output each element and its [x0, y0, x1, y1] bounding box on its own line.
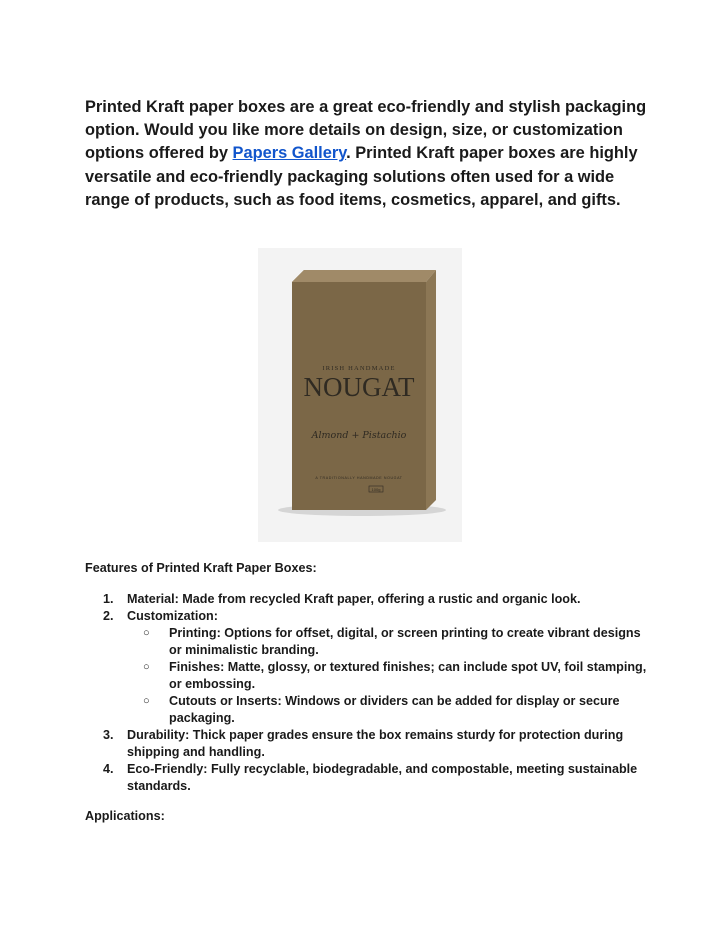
- customization-sub-list: [127, 625, 655, 727]
- list-number: 2.: [103, 609, 114, 623]
- sub-item-printing: [127, 625, 655, 659]
- feature-text: Material: Made from recycled Kraft paper, offering a rustic and organic look.: [127, 592, 581, 606]
- box-brand-text: NOUGAT: [303, 372, 415, 402]
- box-top-face: [292, 270, 436, 282]
- intro-text-start: Printed Kraft paper boxes are a great eco-friendly and stylish packaging option. Would you like more details on design, size, or customization options offered by: [85, 98, 647, 163]
- papers-gallery-link[interactable]: Papers Gallery: [232, 144, 347, 163]
- feature-text: Eco-Friendly: Fully recyclable, biodegradable, and compostable, meeting sustainable standards.: [127, 762, 638, 793]
- kraft-box-illustration: [258, 248, 462, 542]
- circle-bullet-icon: ○: [143, 627, 150, 639]
- circle-bullet-icon: ○: [143, 695, 150, 707]
- list-number: 4.: [103, 762, 114, 776]
- box-right-face: [426, 270, 436, 510]
- feature-text: Customization:: [127, 609, 218, 623]
- list-number: 1.: [103, 592, 114, 606]
- feature-text: Durability: Thick paper grades ensure the box remains sturdy for protection during shipping and handling.: [127, 728, 624, 759]
- feature-item-material: [85, 591, 655, 608]
- features-heading: Features of Printed Kraft Paper Boxes:: [85, 561, 317, 575]
- list-number: 3.: [103, 728, 114, 742]
- feature-item-customization: [85, 608, 655, 727]
- intro-text-end: . Printed Kraft paper boxes are highly versatile and eco-friendly packaging solutions often used for a wide range of products, such as food items, cosmetics, apparel, and gifts.: [85, 144, 638, 209]
- feature-item-durability: [85, 727, 655, 761]
- circle-bullet-icon: ○: [143, 661, 150, 673]
- box-text-top: IRISH HANDMADE: [322, 365, 396, 372]
- box-weight-text: 100g: [371, 486, 381, 492]
- applications-heading: Applications:: [85, 809, 165, 823]
- feature-list: [85, 591, 655, 795]
- product-image-kraft-box: [258, 248, 462, 542]
- box-flavor-text: Almond + Pistachio: [311, 430, 407, 441]
- intro-paragraph: [85, 96, 655, 212]
- sub-item-text: Finishes: Matte, glossy, or textured finishes; can include spot UV, foil stamping, or embossing.: [169, 660, 647, 691]
- sub-item-cutouts: [127, 693, 655, 727]
- box-text-bottom: A TRADITIONALLY HANDMADE NOUGAT: [315, 476, 403, 480]
- sub-item-text: Cutouts or Inserts: Windows or dividers can be added for display or secure packaging.: [169, 694, 620, 725]
- sub-item-finishes: [127, 659, 655, 693]
- sub-item-text: Printing: Options for offset, digital, or screen printing to create vibrant designs or minimalistic branding.: [169, 626, 641, 657]
- feature-item-eco-friendly: [85, 761, 655, 795]
